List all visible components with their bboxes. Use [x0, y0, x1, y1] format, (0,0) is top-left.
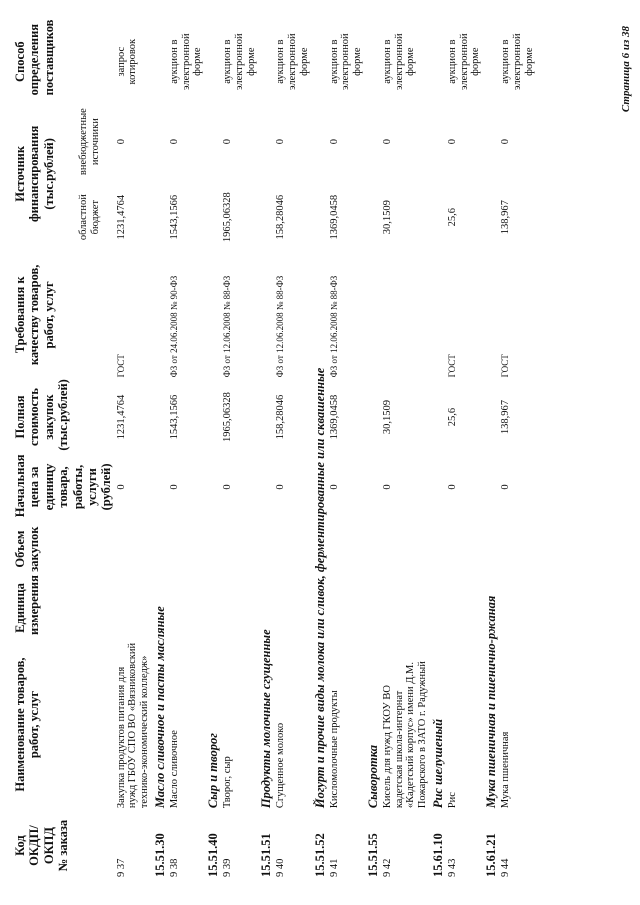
group-code: 15.51.51 — [259, 833, 274, 877]
procurement-table — [12, 19, 536, 880]
header-funding-regional: областной бюджет — [78, 194, 102, 241]
table-row — [381, 25, 430, 880]
group-name: Мука пшеничная и пшенично-ржаная — [484, 595, 499, 809]
header-total-cost: Полная стоимость закупок (тыс.рублей) — [13, 379, 71, 451]
method-cell: аукцион в электронной форме — [500, 33, 535, 90]
funding-extra-cell: 0 — [500, 139, 512, 145]
start-price-cell: 0 — [446, 484, 458, 490]
group-heading-row — [205, 25, 221, 880]
method-cell: аукцион в электронной форме — [168, 33, 204, 90]
header-method: Способ определения поставщиков — [13, 19, 56, 96]
item-name: Закупка продуктов питания для нужд ГБОУ СПО ВО «Вязниковский технико-экономический колледж» — [115, 642, 151, 809]
funding-extra-cell: 0 — [381, 139, 393, 145]
group-heading-row — [365, 25, 381, 880]
requirements-cell: ГОСТ — [446, 354, 457, 378]
group-code: 15.51.30 — [152, 833, 167, 877]
method-cell: аукцион в электронной форме — [275, 33, 310, 90]
funding-regional-cell: 1965,06328 — [222, 192, 234, 243]
group-code: 15.61.10 — [430, 833, 445, 877]
group-heading-row — [258, 25, 274, 880]
start-price-cell: 0 — [500, 484, 512, 490]
funding-extra-cell: 0 — [446, 139, 458, 145]
requirements-cell — [381, 249, 430, 380]
funding-extra-cell: 0 — [222, 139, 234, 145]
unit-cell — [381, 578, 430, 638]
total-cost-cell: 1543,1566 — [168, 394, 180, 440]
table-row — [446, 25, 483, 880]
item-name: Мука пшеничная — [500, 731, 512, 809]
unit-cell — [499, 578, 536, 638]
funding-regional-cell: 158,28046 — [275, 194, 287, 240]
header-start-price: Начальная цена за единицу товара, работы, услуги (рублей) — [13, 454, 114, 518]
group-code: 15.51.40 — [206, 833, 221, 877]
volume-cell — [328, 520, 365, 578]
group-code: 15.61.21 — [484, 833, 499, 877]
funding-regional-cell: 25,6 — [446, 207, 458, 227]
order-number: 9 37 — [115, 858, 127, 877]
total-cost-cell: 138,967 — [500, 399, 512, 435]
item-name: Масло сливочное — [168, 730, 180, 809]
volume-cell — [274, 520, 311, 578]
group-name: Масло сливочное и пасты масляные — [152, 606, 167, 809]
start-price-cell: 0 — [222, 484, 234, 490]
method-cell: аукцион в электронной форме — [222, 33, 257, 90]
page-number: Страница 6 из 38 — [620, 26, 632, 113]
funding-extra-cell: 0 — [168, 139, 180, 145]
order-number: 9 41 — [328, 858, 340, 877]
total-cost-cell: 158,28046 — [275, 394, 287, 440]
volume-cell — [499, 520, 536, 578]
group-heading-row — [483, 25, 499, 880]
start-price-cell: 0 — [381, 484, 393, 490]
requirements-cell: ФЗ от 24.06.2008 № 90-ФЗ — [168, 275, 179, 378]
group-heading-row — [312, 25, 328, 880]
unit-cell — [168, 578, 205, 638]
funding-regional-cell: 1543,1566 — [168, 194, 180, 240]
total-cost-cell: 1965,06328 — [222, 392, 234, 442]
requirements-cell: ГОСТ — [500, 354, 511, 378]
funding-regional-cell: 1369,0458 — [328, 194, 340, 240]
order-number: 9 43 — [446, 858, 458, 877]
group-name: Йогурт и прочие виды молока или сливок, ферментированные или сквашенные — [312, 367, 327, 809]
volume-cell — [446, 520, 483, 578]
funding-regional-cell: 30,1509 — [381, 200, 393, 235]
funding-extra-cell: 0 — [115, 139, 127, 145]
table-row — [168, 25, 205, 880]
header-requirements: Требования к качеству товаров, работ, услуг — [13, 264, 56, 366]
funding-extra-cell: 0 — [275, 139, 287, 145]
table-row — [499, 25, 536, 880]
order-number: 9 44 — [500, 858, 512, 877]
table-row — [115, 25, 152, 880]
requirements-cell: ФЗ от 12.06.2008 № 88-ФЗ — [275, 275, 286, 378]
item-name: Кисломолочные продукты — [328, 690, 340, 809]
start-price-cell: 0 — [115, 484, 127, 490]
method-cell: аукцион в электронной форме — [328, 33, 364, 90]
item-name: Творог, сыр — [222, 756, 234, 809]
order-number: 9 40 — [275, 858, 287, 877]
order-number: 9 39 — [222, 858, 234, 877]
item-name: Рис — [446, 792, 458, 809]
funding-regional-cell: 1231,4764 — [115, 194, 127, 240]
total-cost-cell: 25,6 — [446, 407, 458, 427]
unit-cell — [221, 578, 258, 638]
start-price-cell: 0 — [168, 484, 180, 490]
group-heading-row — [430, 25, 446, 880]
method-cell: запрос котировок — [115, 38, 139, 85]
group-name: Сыворотка — [365, 744, 380, 809]
group-name: Сыр и творог — [206, 733, 221, 809]
method-cell: аукцион в электронной форме — [446, 33, 482, 90]
unit-cell — [328, 578, 365, 638]
unit-cell — [274, 578, 311, 638]
start-price-cell: 0 — [328, 484, 340, 490]
header-volume: Объем закупок — [13, 526, 42, 572]
order-number: 9 42 — [381, 858, 393, 877]
total-cost-cell: 1369,0458 — [328, 394, 340, 440]
table-header — [12, 19, 115, 880]
table-row — [328, 25, 365, 880]
header-code: Код ОКДП/ ОКПД № заказа — [13, 819, 71, 872]
group-code: 15.51.52 — [312, 833, 327, 877]
volume-cell — [381, 520, 430, 578]
funding-regional-cell: 138,967 — [500, 200, 512, 235]
group-heading-row — [152, 25, 168, 880]
header-funding-extra: внебюджетные источники — [78, 108, 102, 176]
unit-cell — [115, 578, 152, 638]
group-name: Рис шелушеный — [430, 718, 445, 809]
volume-cell — [168, 520, 205, 578]
table-row — [274, 25, 311, 880]
start-price-cell: 0 — [275, 484, 287, 490]
table-row — [221, 25, 258, 880]
volume-cell — [221, 520, 258, 578]
header-funding: Источник финансирования (тыс.рублей) — [13, 125, 56, 223]
requirements-cell: ФЗ от 12.06.2008 № 88-ФЗ — [328, 275, 339, 378]
funding-extra-cell: 0 — [328, 139, 340, 145]
group-code: 15.51.55 — [365, 833, 380, 877]
header-name: Наименование товаров, работ, услуг — [13, 657, 42, 792]
total-cost-cell: 1231,4764 — [115, 394, 127, 440]
unit-cell — [446, 578, 483, 638]
item-name: Кисель для нужд ГКОУ ВО кадетская школа-интернат «Кадетский корпус» имени Д.М. Пожарского в ЗАТО г. Радужный — [381, 661, 429, 809]
total-cost-cell: 30,1509 — [381, 399, 393, 435]
order-number: 9 38 — [168, 858, 180, 877]
requirements-cell: ФЗ от 12.06.2008 № 88-ФЗ — [222, 275, 233, 378]
method-cell: аукцион в электронной форме — [381, 33, 417, 90]
requirements-cell: ГОСТ — [115, 354, 126, 378]
header-unit: Единица измерения — [13, 575, 42, 635]
group-name: Продукты молочные сгущенные — [259, 629, 274, 809]
item-name: Сгущенное молоко — [275, 722, 287, 809]
volume-cell — [115, 520, 152, 578]
table-body — [115, 25, 537, 880]
